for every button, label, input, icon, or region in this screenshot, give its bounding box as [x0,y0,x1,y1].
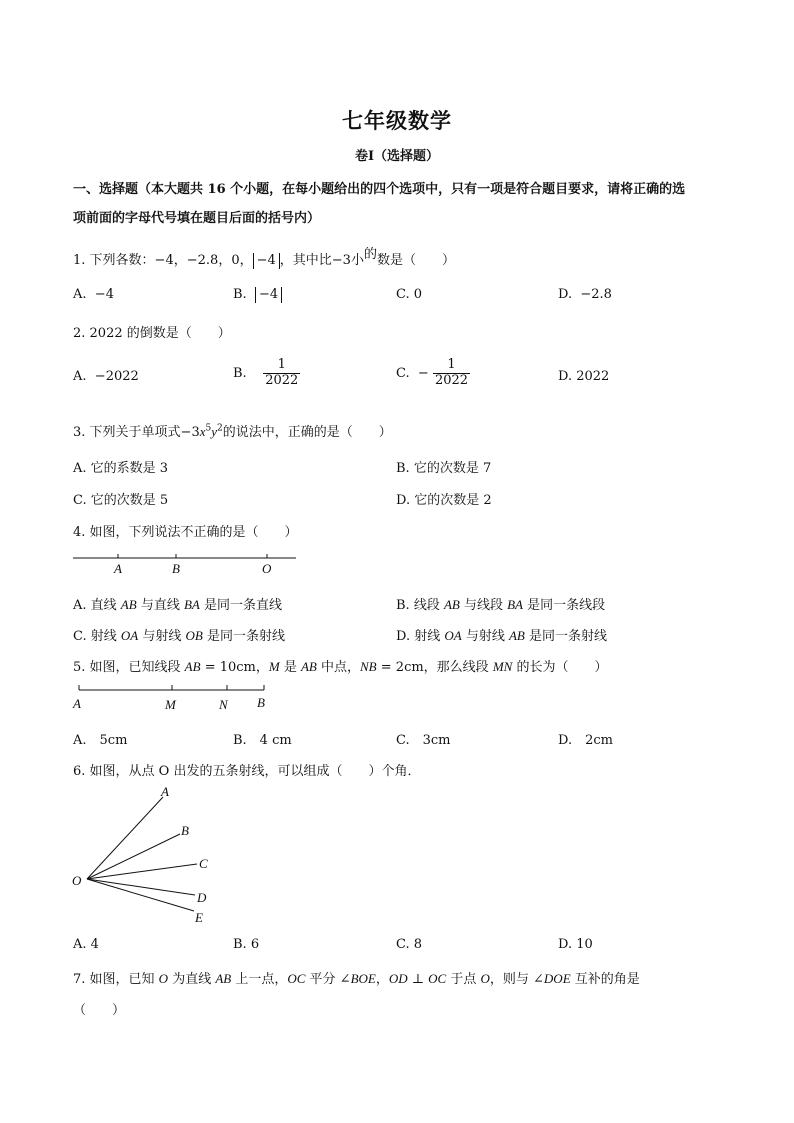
question-2-stem: 2. 2022 的倒数是（ ） [73,326,231,341]
q2-option-d[interactable]: D. 2022 [558,369,610,384]
section-instruction-line1: 一、选择题（本大题共 16 个小题，在每小题给出的四个选项中，只有一项是符合题目要求，请将正确的选 [73,182,686,197]
q5-option-c[interactable]: C. 3cm [396,733,451,748]
q1-small: 小 [350,253,364,268]
q1-option-d[interactable]: D. −2.8 [558,287,612,302]
q5-option-d[interactable]: D. 2cm [558,733,613,748]
q1-number-2: −2.8 [186,253,219,268]
q7-answer-blank: （ ） [73,1003,126,1018]
q6-label-b: B [181,823,189,838]
q6-ray-od [87,879,195,895]
q1-de: 的 [363,247,377,262]
q4-option-d[interactable]: D. 射线 OA 与射线 AB 是同一条射线 [396,628,607,644]
question-4-stem: 4. 如图，下列说法不正确的是（ ） [73,525,298,540]
q1-sep-2: ，0， [218,253,253,268]
q6-ray-oa [87,797,163,879]
q3-option-d[interactable]: D. 它的次数是 2 [396,493,492,508]
q1-end: 数是（ ） [376,253,455,268]
q1-sep-1: ， [173,253,187,268]
q5-option-b[interactable]: B. 4 cm [233,733,292,748]
q1-number-1: −4 [154,253,174,268]
page-subtitle: 卷Ⅰ（选择题） [354,149,440,164]
q6-ray-oe [87,879,194,911]
q3-option-b[interactable]: B. 它的次数是 7 [396,461,492,476]
q6-label-c: C [199,856,208,871]
q4-option-b[interactable]: B. 线段 AB 与线段 BA 是同一条线段 [396,597,606,613]
q6-label-e: E [195,910,203,925]
question-6-stem: 6. 如图，从点 O 出发的五条射线，可以组成（ ）个角． [73,764,421,779]
q6-label-a: A [161,784,169,799]
question-5-stem: 5. 如图，已知线段 AB = 10cm，M 是 AB 中点，NB = 2cm，那么线段 MN 的长为（ ） [73,659,608,675]
q5-label-b: B [257,695,265,710]
q4-option-a[interactable]: A. 直线 AB 与直线 BA 是同一条直线 [73,597,282,613]
section-instruction-line2: 项前面的字母代号填在题目后面的括号内） [73,211,321,226]
q1-number-4: −3 [331,253,351,268]
q6-option-a[interactable]: A. 4 [73,937,99,952]
q5-segment-figure [70,682,270,712]
q3-option-c[interactable]: C. 它的次数是 5 [73,493,169,508]
q4-label-b: B [172,561,180,576]
q1-prefix: 1. 下列各数： [73,253,155,268]
q2-option-c[interactable]: C. − $\frac{1}{2022}$ [396,357,469,388]
q4-label-a: A [114,561,122,576]
q4-line-figure [70,548,300,578]
q2-option-b[interactable]: B. $\frac{1}{2022}$ [233,357,299,388]
q5-label-n: N [219,697,228,712]
q6-label-o: O [72,873,82,888]
q6-label-d: D [197,890,207,905]
page-title: 七年级数学 [342,108,452,133]
q6-rays-figure [70,782,230,927]
q1-option-c[interactable]: C. 0 [396,287,423,302]
q4-label-o: O [262,561,272,576]
q1-option-a[interactable]: A. −4 [73,287,114,302]
question-1-stem [73,249,455,269]
question-7-stem: 7. 如图，已知 O 为直线 AB 上一点，OC 平分 ∠BOE，OD ⊥ OC 于点 O，则与 ∠DOE 互补的角是 [73,971,640,987]
q6-option-c[interactable]: C. 8 [396,937,423,952]
q1-option-b[interactable]: B. −4 [233,287,282,303]
q6-option-d[interactable]: D. 10 [558,937,593,952]
q4-option-c[interactable]: C. 射线 OA 与射线 OB 是同一条射线 [73,628,285,644]
q6-option-b[interactable]: B. 6 [233,937,260,952]
q5-label-a: A [73,696,81,711]
q3-option-a[interactable]: A. 它的系数是 3 [73,461,169,476]
question-3-stem: 3. 下列关于单项式$-3x^5y^2$的说法中，正确的是（ ） [73,423,392,440]
q5-label-m: M [165,697,176,712]
q2-option-a[interactable]: A. −2022 [73,369,139,384]
q5-option-a[interactable]: A. 5cm [73,733,128,748]
q1-mid: ，其中比 [279,253,332,268]
q1-number-3-absolute: −4 [253,253,280,269]
